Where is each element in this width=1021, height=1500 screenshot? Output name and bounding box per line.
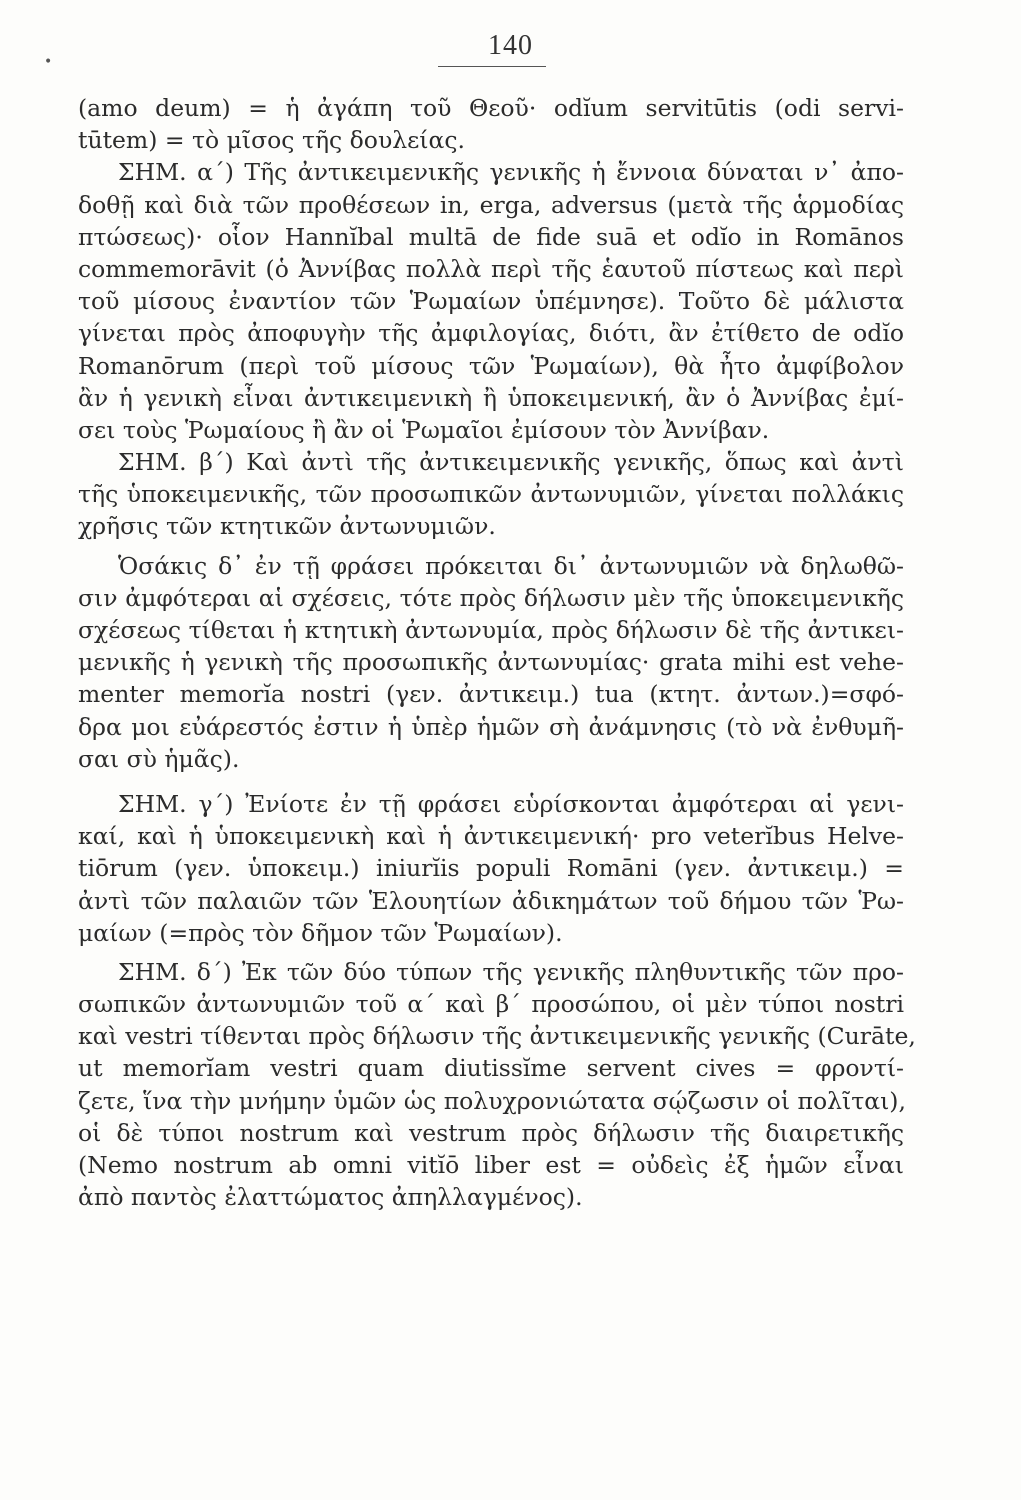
text-line: commemorāvit (ὁ Ἀννίβας πολλὰ περὶ τῆς ἑαυτοῦ πίστεως καὶ περὶ [78, 254, 904, 283]
header-rule [438, 66, 546, 67]
text-line: μενικῆς ἡ γενικὴ τῆς προσωπικῆς ἀντωνυμίας· grata mihi est vehe- [78, 648, 904, 677]
text-line: Ὁσάκις δ᾽ ἐν τῇ φράσει πρόκειται δι᾽ ἀντωνυμιῶν νὰ δηλωθῶ- [118, 551, 904, 580]
text-line: menter memorĭa nostri (γεν. ἀντικειμ.) tua (κτητ. ἀντων.)=σφό- [78, 680, 904, 709]
text-line: τοῦ μίσους ἐναντίον τῶν Ῥωμαίων ὑπέμνησε). Τοῦτο δὲ μάλιστα [78, 287, 904, 316]
text-line: γίνεται πρὸς ἀποφυγὴν τῆς ἀμφιλογίας, διότι, ἂν ἐτίθετο de odĭo [78, 319, 904, 348]
text-line: (Nemo nostrum ab omni vitĭō liber est = οὐδεὶς ἐξ ἡμῶν εἶναι [78, 1151, 904, 1179]
body-text [78, 92, 916, 1213]
page-number: 140 [488, 30, 533, 61]
text-line: δοθῇ καὶ διὰ τῶν προθέσεων in, erga, adversus (μετὰ τῆς ἁρμοδίας [78, 190, 904, 219]
text-line: σιν ἀμφότεραι αἱ σχέσεις, τότε πρὸς δήλωσιν μὲν τῆς ὑποκειμενικῆς [78, 583, 904, 612]
text-line: tiōrum (γεν. ὑποκειμ.) iniurĭis populi Romāni (γεν. ἀντικειμ.) = [78, 854, 904, 883]
stray-mark: • [44, 54, 53, 70]
text-line: σχέσεως τίθεται ἡ κτητικὴ ἀντωνυμία, πρὸς δήλωσιν δὲ τῆς ἀντικει- [78, 616, 904, 644]
text-line: πτώσεως)· οἷον Hannĭbal multā de fide suā et odĭo in Romānos [78, 222, 904, 251]
text-line: χρῆσις τῶν κτητικῶν ἀντωνυμιῶν. [78, 512, 496, 541]
text-line: καί, καὶ ἡ ὑποκειμενικὴ καὶ ἡ ἀντικειμενική· pro veterĭbus Helve- [78, 822, 904, 851]
text-line: ΣΗΜ. β΄) Καὶ ἀντὶ τῆς ἀντικειμενικῆς γενικῆς, ὅπως καὶ ἀντὶ [118, 448, 904, 477]
text-line: ΣΗΜ. γ΄) Ἐνίοτε ἐν τῇ φράσει εὑρίσκονται ἀμφότεραι αἱ γενι- [118, 789, 904, 818]
text-line: μαίων (=πρὸς τὸν δῆμον τῶν Ῥωμαίων). [78, 918, 563, 947]
text-line: καὶ vestri τίθενται πρὸς δήλωσιν τῆς ἀντικειμενικῆς γενικῆς (Curāte, [78, 1022, 916, 1051]
text-line: ἀπὸ παντὸς ἐλαττώματος ἀπηλλαγμένος). [78, 1183, 583, 1212]
text-line: ἀντὶ τῶν παλαιῶν τῶν Ἑλουητίων ἀδικημάτων τοῦ δήμου τῶν Ῥω- [78, 886, 904, 915]
text-line: tūtem) = τὸ μῖσος τῆς δουλείας. [78, 126, 466, 155]
text-line: ζετε, ἵνα τὴν μνήμην ὑμῶν ὡς πολυχρονιώτατα σῴζωσιν οἱ πολῖται), [78, 1086, 906, 1115]
text-line: ἂν ἡ γενικὴ εἶναι ἀντικειμενικὴ ἢ ὑποκειμενική, ἂν ὁ Ἀννίβας ἐμί- [78, 383, 904, 412]
text-line: οἱ δὲ τύποι nostrum καὶ vestrum πρὸς δήλωσιν τῆς διαιρετικῆς [78, 1118, 904, 1147]
text-line: τῆς ὑποκειμενικῆς, τῶν προσωπικῶν ἀντωνυμιῶν, γίνεται πολλάκις [78, 480, 904, 509]
text-line: Romanōrum (περὶ τοῦ μίσους τῶν Ῥωμαίων), θὰ ἦτο ἀμφίβολον [78, 351, 904, 380]
text-line: ΣΗΜ. δ΄) Ἐκ τῶν δύο τύπων τῆς γενικῆς πληθυντικῆς τῶν προ- [118, 957, 904, 986]
text-line: ut memorĭam vestri quam diutissĭme servent cives = φροντί- [78, 1054, 904, 1083]
text-line: σωπικῶν ἀντωνυμιῶν τοῦ α΄ καὶ β΄ προσώπου, οἱ μὲν τύποι nostri [78, 990, 904, 1019]
text-line: ΣΗΜ. α΄) Τῆς ἀντικειμενικῆς γενικῆς ἡ ἔννοια δύναται ν᾽ ἀπο- [118, 158, 904, 187]
text-line: σαι σὺ ἡμᾶς). [78, 744, 240, 773]
text-line: δρα μοι εὐάρεστός ἐστιν ἡ ὑπὲρ ἡμῶν σὴ ἀνάμνησις (τὸ νὰ ἐνθυμῆ- [78, 712, 904, 741]
text-line: (amo deum) = ἡ ἀγάπη τοῦ Θεοῦ· odĭum servitūtis (odi servi- [78, 94, 904, 122]
text-line: σει τοὺς Ῥωμαίους ἢ ἂν οἱ Ῥωμαῖοι ἐμίσουν τὸν Ἀννίβαν. [78, 415, 770, 444]
